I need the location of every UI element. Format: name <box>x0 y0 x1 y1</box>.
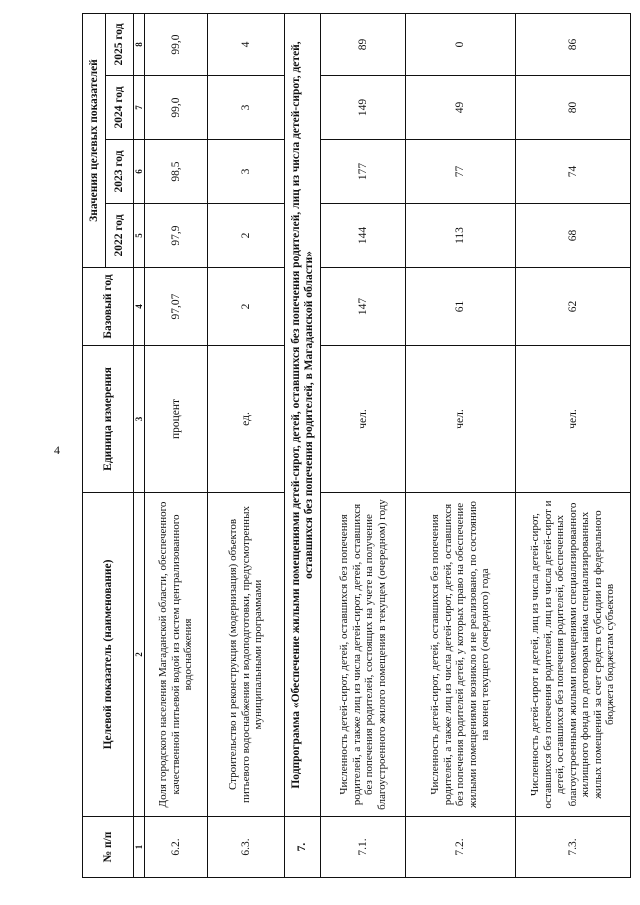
table-row <box>208 14 285 878</box>
col-number: 5 <box>134 204 145 268</box>
header-values-group: Значения целевых показателей <box>83 14 106 268</box>
unit-cell: чел. <box>406 346 516 493</box>
table-row <box>406 14 516 878</box>
value-2023: 3 <box>208 140 285 204</box>
col-number: 6 <box>134 140 145 204</box>
indicator-name: Численность детей-сирот, детей, оставшихся без попечения родителей, а также лиц из числа детей-сирот, детей, оставшихся без попечения родителей, состоящих на учете на получение благоустроенного жилого помещения в текущем (очередном) году <box>321 493 406 817</box>
header-year-2022: 2022 год <box>106 204 134 268</box>
col-number: 1 <box>134 817 145 878</box>
header-year-2023: 2023 год <box>106 140 134 204</box>
value-2024: 80 <box>516 76 631 140</box>
row-num: 6.2. <box>145 817 208 878</box>
base-value: 147 <box>321 268 406 346</box>
col-number: 4 <box>134 268 145 346</box>
col-number: 8 <box>134 14 145 76</box>
subprogram-num: 7. <box>285 817 321 878</box>
base-value: 2 <box>208 268 285 346</box>
indicator-name: Доля городского населения Магаданской области, обеспеченного качественной питьевой водой из систем централизованного водоснабжения <box>145 493 208 817</box>
row-num: 7.2. <box>406 817 516 878</box>
value-2022: 68 <box>516 204 631 268</box>
value-2025: 4 <box>208 14 285 76</box>
value-2023: 77 <box>406 140 516 204</box>
subprogram-title: Подпрограмма «Обеспечение жилыми помещениями детей-сирот, детей, оставшихся без попечения родителей, лиц из числа детей-сирот, детей, оставшихся без попечения родителей, в Магаданской области» <box>285 14 321 817</box>
value-2023: 177 <box>321 140 406 204</box>
indicator-name: Численность детей-сирот, детей, оставшихся без попечения родителей, а также лиц из числа детей-сирот, детей, оставшихся без попечения родителей детей, у которых право на обеспечение жилыми помещениями возникло и не реализовано, по состоянию на конец текущего (очередного) года <box>406 493 516 817</box>
base-value: 62 <box>516 268 631 346</box>
target-indicators-table <box>82 13 631 878</box>
header-year-2025: 2025 год <box>106 14 134 76</box>
header-num: № п/п <box>83 817 134 878</box>
value-2025: 0 <box>406 14 516 76</box>
row-num: 7.1. <box>321 817 406 878</box>
col-number: 2 <box>134 493 145 817</box>
unit-cell: процент <box>145 346 208 493</box>
row-num: 6.3. <box>208 817 285 878</box>
value-2022: 113 <box>406 204 516 268</box>
value-2022: 144 <box>321 204 406 268</box>
value-2025: 86 <box>516 14 631 76</box>
table-row <box>145 14 208 878</box>
row-num: 7.3. <box>516 817 631 878</box>
indicator-name: Численность детей-сирот и детей, лиц из числа детей-сирот, оставшихся без попечения родителей, лиц из числа детей-сирот и детей, оставшихся без попечения родителей, обеспеченных благоустроенными жилыми помещениями специализированного жилищного фонда по договорам найма специализированных жилых помещений за счет средств субсидии из федерального бюджета бюджетам субъектов <box>516 493 631 817</box>
value-2024: 149 <box>321 76 406 140</box>
value-2022: 2 <box>208 204 285 268</box>
indicator-name: Строительство и реконструкция (модернизация) объектов питьевого водоснабжения и водоподготовки, предусмотренных муниципальными программами <box>208 493 285 817</box>
value-2024: 99,0 <box>145 76 208 140</box>
unit-cell: ед. <box>208 346 285 493</box>
header-base-year: Базовый год <box>83 268 134 346</box>
value-2023: 98,5 <box>145 140 208 204</box>
rotated-table-container <box>82 14 630 878</box>
value-2025: 89 <box>321 14 406 76</box>
header-unit: Единица измерения <box>83 346 134 493</box>
header-year-2024: 2024 год <box>106 76 134 140</box>
unit-cell: чел. <box>321 346 406 493</box>
value-2024: 3 <box>208 76 285 140</box>
col-number: 7 <box>134 76 145 140</box>
value-2023: 74 <box>516 140 631 204</box>
page-number: 4 <box>54 443 60 457</box>
value-2025: 99,0 <box>145 14 208 76</box>
header-indicator: Целевой показатель (наименование) <box>83 493 134 817</box>
value-2024: 49 <box>406 76 516 140</box>
table-row <box>516 14 631 878</box>
base-value: 61 <box>406 268 516 346</box>
subprogram-row <box>285 14 321 878</box>
base-value: 97,07 <box>145 268 208 346</box>
col-number: 3 <box>134 346 145 493</box>
table-row <box>321 14 406 878</box>
value-2022: 97,9 <box>145 204 208 268</box>
unit-cell: чел. <box>516 346 631 493</box>
